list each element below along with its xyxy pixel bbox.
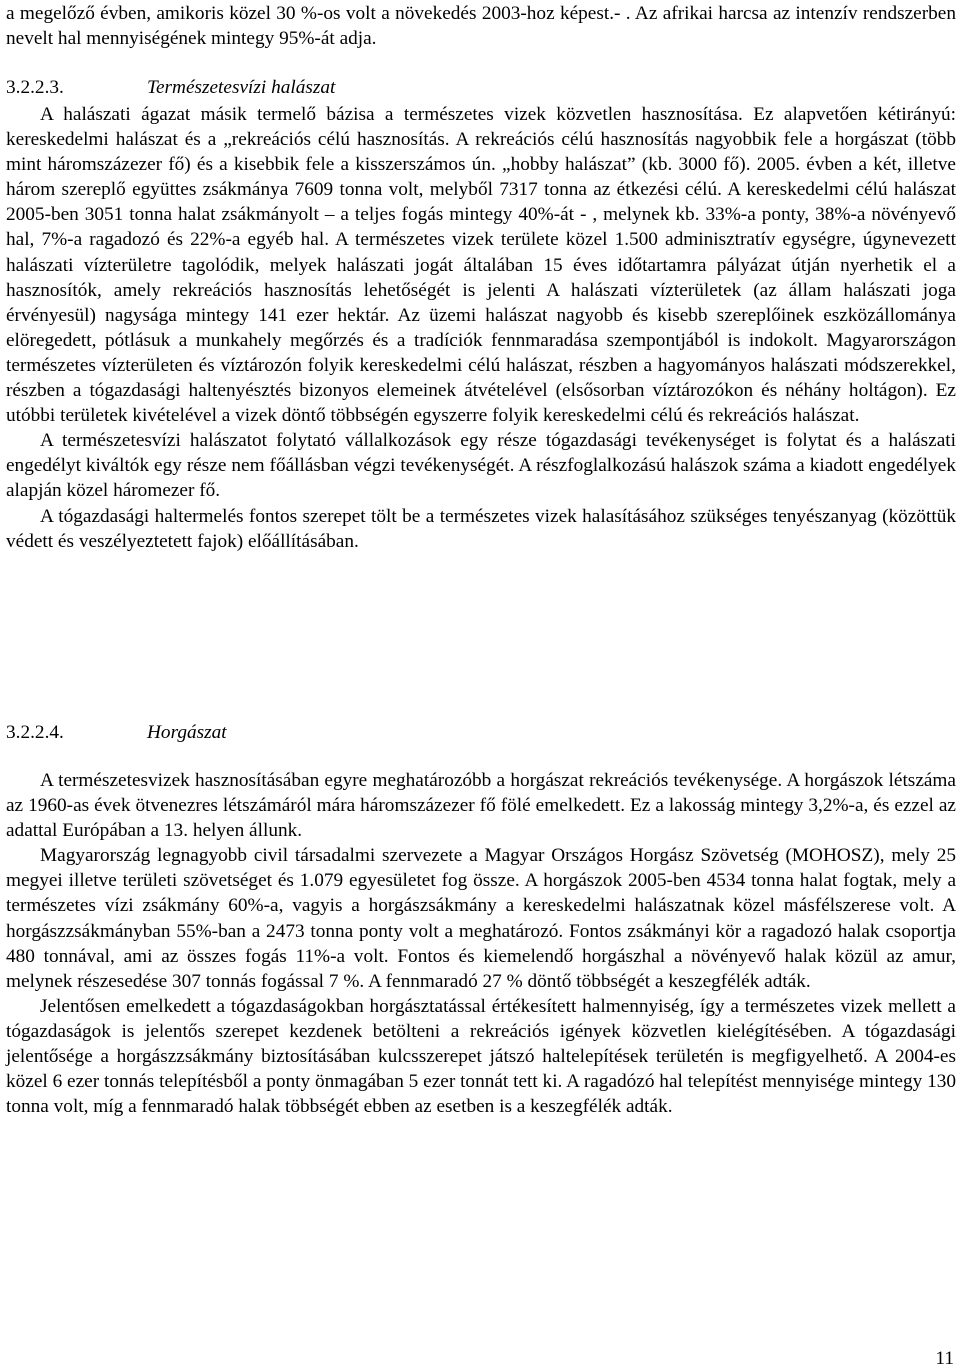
section-body [6, 102, 956, 554]
body-paragraph: A tógazdasági haltermelés fontos szerepet tölt be a természetes vizek halasításához szükséges tenyészanyag (közöttük védett és veszélyeztetett fajok) előállításában. [6, 505, 956, 552]
body-paragraph: Jelentősen emelkedett a tógazdaságokban horgásztatással értékesített halmennyiség, így a természetes vizek mellett a tógazdaságok is jelentős szerepet kezdenek betölteni a rekreációs igények közvetlen kielégítésében. A tógazdasági jelentősége a horgászzsákmány biztosításában kulcsszerepet játszó haltelepítések területén is megfigyelhető. A 2004-es közel 6 ezer tonnás telepítésből a ponty önmagában 5 ezer tonnát tett ki. A ragadózó hal telepítést mennyisége mintegy 130 tonna volt, míg a fennmaradó halak többségét ebben az esetben is a keszegfélék adták. [6, 995, 956, 1118]
opening-paragraph: a megelőző évben, amikoris közel 30 %-os volt a növekedés 2003-hoz képest.- . Az afrikai harcsa az intenzív rendszerben nevelt hal mennyiségének mintegy 95%-át adja. [6, 3, 956, 50]
body-paragraph: A természetesvizek hasznosításában egyre meghatározóbb a horgászat rekreációs tevékenysége. A horgászok létszáma az 1960-as évek ötvenezres létszámáról mára háromszázezer fő fölé emelkedett. Ez a lakosság mintegy 3,2%-a, és ezzel az adattal Európában a 13. helyen állunk. [6, 770, 956, 842]
body-paragraph: Magyarország legnagyobb civil társadalmi szervezete a Magyar Országos Horgász Szövetség (MOHOSZ), mely 25 megyei illetve területi szövetséget és 1.079 egyesületet fog össze. A horgászok 2005-ben 4534 tonna halat fogtak, mely a természetes vízi zsákmány 60%-a, vagyis a horgászsákmány a kereskedelmi halászatnak közel másfélszerese volt. A horgászzsákmányban 55%-ban a 2473 tonna ponty volt a meghatározó. Fontos zsákmányi kör a ragadozó halak csoportja 480 tonnával, ami az összes fogás 11%-a volt. Fontos és kiemelendő horgászhal a növényevő halak közül az amur, melynek részesedése 307 tonnás fogással 7 %. A fennmaradó 27 % döntő többségét a keszegfélék adták. [6, 845, 956, 992]
body-paragraph: A halászati ágazat másik termelő bázisa a természetes vizek közvetlen hasznosítása. Ez alapvetően kétirányú: kereskedelmi halászat és a „rekreációs célú hasznosítás. A rekreációs célú hasznosítás nagyobbik fele a horgászat (több mint háromszázezer fő) és a kisebbik fele a kisszerszámos ún. „hobby halászat” (kb. 3000 fő). 2005. évben a két, illetve három szereplő együttes zsákmánya 7609 tonna volt, melyből 7317 tonna az étkezési célú. A kereskedelmi célú halászat 2005-ben 3051 tonna halat zsákmányolt – a teljes fogás mintegy 40%-át - , melynek kb. 33%-a ponty, 38%-a növényevő hal, 7%-a ragadozó és 22%-a egyéb hal. A természetes vizek területe közel 1.500 adminisztratív egységre, úgynevezett halászati vízterületre tagolódik, melyek halászati jogát általában 15 éves időtartamra pályázat útján nyerhetik el a hasznosítók, amely rekreációs hasznosítás lehetőségét is jelenti A halászati vízterületek (az állam halászati joga érvényesül) nagysága mintegy 141 ezer hektár. Az üzemi halászat nagyobb és kisebb szereplőinek eszközállománya elöregedett, pótlásuk a munkahely megőrzés és a tradíciók fennmaradása szempontjából is indokolt. Magyarországon természetes vízterületen és víztározón folyik kereskedelmi célú halászat, részben a hagyományos halászati módszerekkel, részben a tógazdasági haltenyésztés bizonyos elemeinek átvételével (elsősorban víztározókon és néhány holtágon). Ez utóbbi területek kivételével a vizek döntő többségén egyszerre folyik kereskedelmi célú és rekreációs halászat. [6, 104, 956, 427]
page-number: 11 [935, 1348, 954, 1369]
body-paragraph: A természetesvízi halászatot folytató vállalkozások egy része tógazdasági tevékenységet is folytat és a halászati engedélyt kiváltók egy része nem főállásban végzi tevékenységét. A részfoglalkozású halászok száma a kiadott engedélyek alapján közel háromezer fő. [6, 430, 956, 502]
section-body [6, 768, 956, 1119]
section-number: 3.2.2.4. [6, 722, 64, 743]
section-title: Természetesvízi halászat [147, 77, 336, 98]
section-number: 3.2.2.3. [6, 77, 64, 98]
section-title: Horgászat [147, 722, 227, 743]
